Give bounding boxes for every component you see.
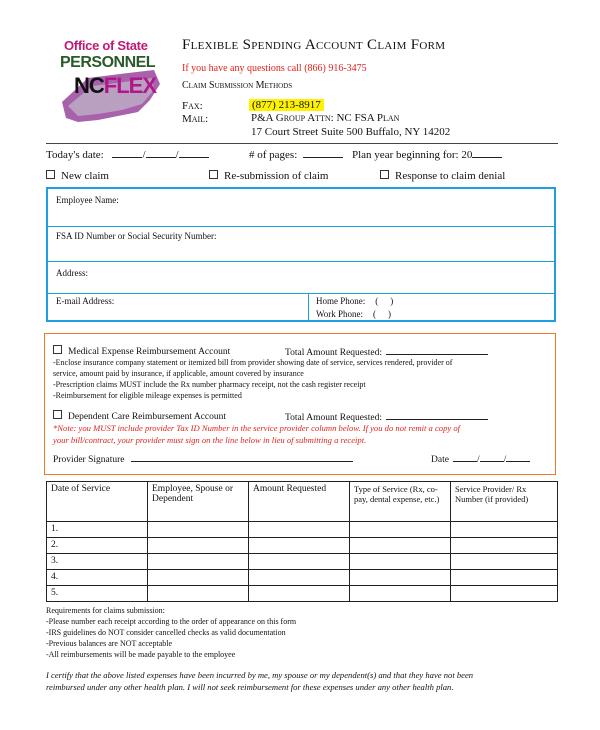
medical-account-checkbox[interactable]: Medical Expense Reimbursement Account bbox=[53, 345, 230, 357]
header-type-of-service: Type of Service (Rx, co-pay, dental expense, etc.) bbox=[350, 482, 451, 522]
table-row[interactable]: 4. bbox=[47, 570, 558, 586]
fsa-id-field[interactable]: FSA ID Number or Social Security Number: bbox=[56, 231, 217, 241]
employee-info-box bbox=[46, 187, 556, 322]
dependent-total-field[interactable]: Total Amount Requested: bbox=[285, 410, 488, 423]
list-item: -IRS guidelines do NOT consider cancelled checks as valid documentation bbox=[46, 628, 286, 637]
table-header-row bbox=[47, 482, 558, 522]
work-phone-field[interactable]: Work Phone: ( ) bbox=[316, 309, 392, 319]
submission-methods-heading: Claim Submission Methods bbox=[182, 80, 293, 91]
fax-number: (877) 213-8917 bbox=[249, 99, 324, 111]
form-title: Flexible Spending Account Claim Form bbox=[182, 37, 446, 53]
resubmission-checkbox[interactable]: Re-submission of claim bbox=[209, 170, 329, 182]
todays-date-field[interactable]: Today's date: / / bbox=[46, 148, 209, 161]
fax-label: Fax: bbox=[182, 100, 203, 112]
requirements-heading: Requirements for claims submission: bbox=[46, 606, 165, 615]
plan-year-field[interactable]: Plan year beginning for: 20 bbox=[352, 148, 502, 161]
logo-line2: PERSONNEL bbox=[60, 54, 156, 71]
certification-statement: I certify that the above listed expenses have been incurred by me, my spouse or my dependent(s) and that they have not been reimbursed under any other health plan. I will not seek reimbursement for these expenses under any other health plan. bbox=[46, 670, 474, 692]
table-row[interactable]: 5. bbox=[47, 586, 558, 602]
table-row[interactable]: 1. bbox=[47, 522, 558, 538]
header-date-of-service: Date of Service bbox=[47, 482, 148, 522]
header-service-provider: Service Provider/ Rx Number (if provided) bbox=[451, 482, 558, 522]
header-amount-requested: Amount Requested bbox=[249, 482, 350, 522]
dependent-care-checkbox[interactable]: Dependent Care Reimbursement Account bbox=[53, 410, 226, 422]
home-phone-field[interactable]: Home Phone: ( ) bbox=[316, 296, 394, 306]
table-row[interactable]: 2. bbox=[47, 538, 558, 554]
claims-table bbox=[46, 481, 558, 602]
nc-flex-logo bbox=[58, 36, 170, 136]
provider-date-field[interactable]: Date / / bbox=[431, 452, 530, 465]
reimbursement-box bbox=[44, 333, 556, 475]
questions-phone: If you have any questions call (866) 916-3475 bbox=[182, 63, 367, 74]
employee-name-field[interactable]: Employee Name: bbox=[56, 195, 119, 205]
medical-total-field[interactable]: Total Amount Requested: bbox=[285, 345, 488, 358]
logo-line1: Office of State bbox=[64, 38, 148, 53]
provider-signature-field[interactable]: Provider Signature bbox=[53, 452, 353, 465]
list-item: -Previous balances are NOT acceptable bbox=[46, 639, 173, 648]
email-field[interactable]: E-mail Address: bbox=[56, 296, 115, 306]
mail-address-line2: 17 Court Street Suite 500 Buffalo, NY 14202 bbox=[251, 126, 451, 138]
new-claim-checkbox[interactable]: New claim bbox=[46, 170, 109, 182]
mail-address-line1: P&A Group Attn: NC FSA Plan bbox=[251, 112, 400, 124]
list-item: -All reimbursements will be made payable to the employee bbox=[46, 650, 236, 659]
table-row[interactable]: 3. bbox=[47, 554, 558, 570]
provider-tax-id-note: *Note: you MUST include provider Tax ID Number in the service provider column below. If you do not remit a copy of your bill/contract, your provider must sign on the line below in lieu of submitting a receipt. bbox=[53, 423, 461, 445]
response-denial-checkbox[interactable]: Response to claim denial bbox=[380, 170, 505, 182]
requirements-section bbox=[46, 605, 296, 660]
divider bbox=[46, 143, 558, 144]
address-field[interactable]: Address: bbox=[56, 268, 88, 278]
list-item: -Please number each receipt according to the order of appearance on this form bbox=[46, 617, 297, 626]
pages-field[interactable]: # of pages: bbox=[249, 148, 343, 161]
logo-line3: NCFLEX bbox=[74, 73, 157, 98]
mail-label: Mail: bbox=[182, 113, 209, 125]
medical-notes: -Enclose insurance company statement or itemized bill from provider showing date of service, services rendered, provider of service, amount paid by insurance, if applicable, amount covered by insurance -Prescription claims MUST include the Rx number pharmacy receipt, not the cash register receipt -Reimbursement for eligible mileage expenses is permitted bbox=[53, 358, 453, 400]
header-employee-dependent: Employee, Spouse or Dependent bbox=[148, 482, 249, 522]
